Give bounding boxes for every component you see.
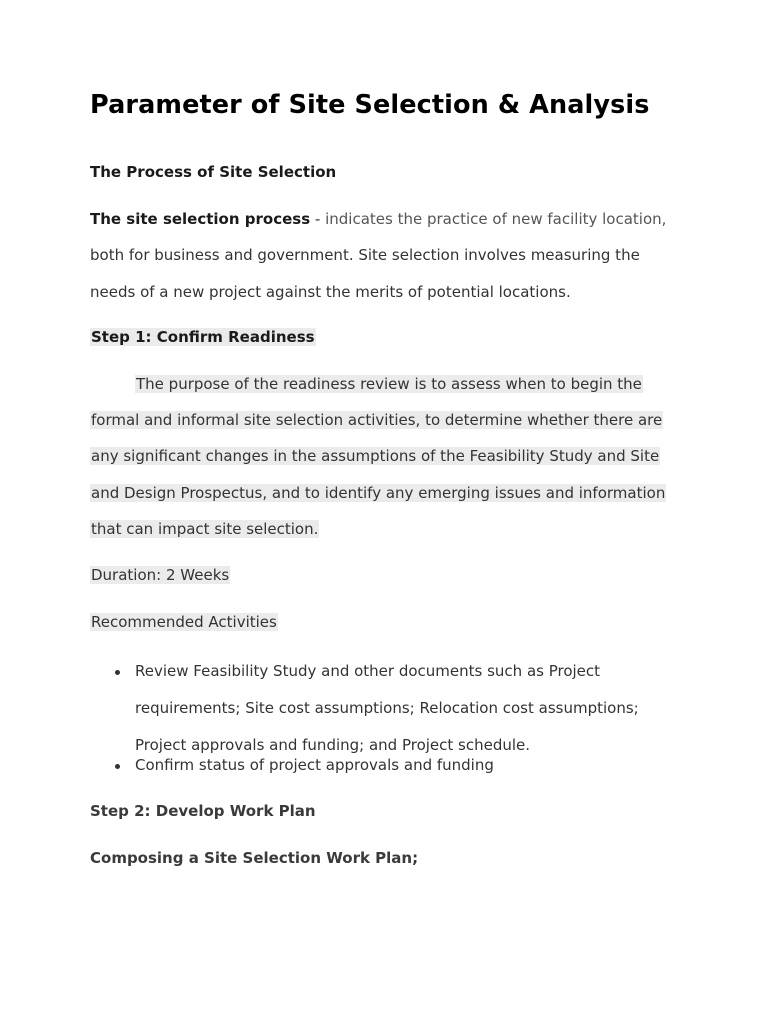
intro-line-1 [90, 210, 666, 228]
page-title: Parameter of Site Selection & Analysis [90, 90, 650, 120]
bullet-1-line-3: Project approvals and funding; and Project schedule. [135, 736, 531, 754]
step1-para-line-3 [90, 447, 660, 465]
step1-para-text-1: The purpose of the readiness review is to assess when to begin the [136, 375, 642, 393]
bullet-dot-icon [115, 764, 120, 769]
step1-para-text-4: and Design Prospectus, and to identify any emerging issues and information [91, 484, 666, 502]
bullet-dot-icon [115, 670, 120, 675]
step1-para-text-2: formal and informal site selection activities, to determine whether there are [91, 411, 663, 429]
step1-para-line-1 [135, 375, 643, 393]
step1-para-line-4 [90, 484, 666, 502]
intro-line-3: needs of a new project against the merits of potential locations. [90, 283, 571, 301]
bullet-2-line-1: Confirm status of project approvals and funding [135, 756, 494, 774]
intro-bold-lead: The site selection process [90, 210, 311, 228]
recommended-activities-text: Recommended Activities [91, 613, 277, 631]
step1-heading-text: Step 1: Confirm Readiness [91, 328, 315, 346]
bullet-1-line-1: Review Feasibility Study and other documents such as Project [135, 662, 601, 680]
step1-para-text-3: any significant changes in the assumptions of the Feasibility Study and Site [91, 447, 660, 465]
intro-line-2: both for business and government. Site selection involves measuring the [90, 246, 640, 264]
list-item [90, 755, 639, 775]
duration-line [90, 566, 230, 584]
recommended-activities-label [90, 613, 278, 631]
step2-subheading: Composing a Site Selection Work Plan; [90, 849, 419, 867]
duration-text: Duration: 2 Weeks [91, 566, 230, 584]
step1-para-line-5 [90, 520, 319, 538]
section-heading: The Process of Site Selection [90, 163, 337, 181]
step1-heading [90, 328, 316, 346]
step1-para-text-5: that can impact site selection. [91, 520, 319, 538]
bullet-1-line-2: requirements; Site cost assumptions; Relocation cost assumptions; [135, 699, 639, 717]
step2-heading: Step 2: Develop Work Plan [90, 802, 316, 820]
step1-para-line-2 [90, 411, 663, 429]
intro-line-1-rest: indicates the practice of new facility location, [325, 210, 667, 228]
activities-list [90, 661, 639, 775]
intro-dash: - [310, 210, 326, 228]
list-item [90, 661, 639, 755]
